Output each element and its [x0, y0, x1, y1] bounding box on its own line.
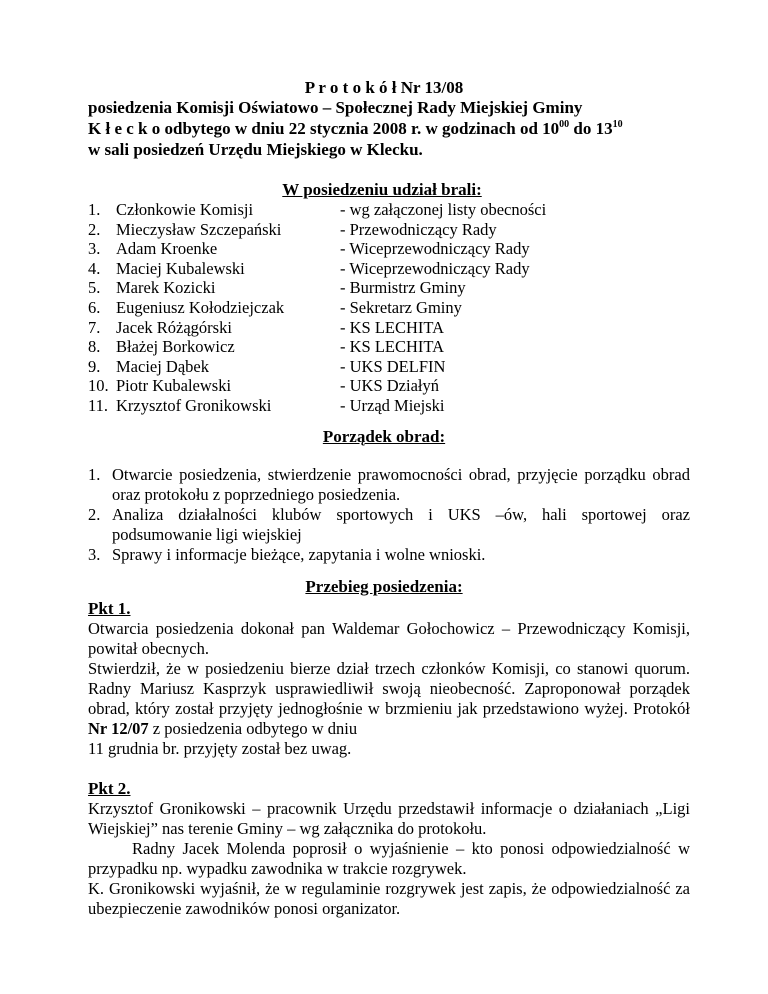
attendee-role: - Wiceprzewodniczący Rady — [340, 258, 530, 278]
attendee-role: - Urząd Miejski — [340, 396, 445, 415]
attendance-number: 2. — [88, 219, 101, 239]
agenda-list — [88, 465, 690, 565]
attendee-name: Adam Kroenke — [116, 239, 218, 259]
pkt2-paragraph-3: K. Gronikowski wyjaśnił, że w regulaminie rozgrywek jest zapis, że odpowiedzialność za ubezpieczenie zawodników ponosi organizator. — [88, 879, 690, 918]
attendee-role: - Przewodniczący Rady — [340, 219, 497, 239]
attendee-role: - KS LECHITA — [340, 317, 445, 337]
agenda-item — [88, 505, 690, 545]
pkt1-paragraph-2-text: Stwierdził, że w posiedzeniu bierze dział trzech członków Komisji, co stanowi quorum. Radny Mariusz Kasprzyk usprawiedliwił swoją nieobecność. Zaproponował porządek obrad, który został przyjęty jednogłośnie w brzmieniu jak przedstawiono wyżej. Protokół — [88, 659, 690, 718]
previous-protocol-number: Nr 12/07 — [88, 719, 149, 738]
attendee-name: Członkowie Komisji — [116, 200, 254, 219]
pkt1-paragraph-1: Otwarcia posiedzenia dokonał pan Waldemar Gołochowicz – Przewodniczący Komisji, powitał obecnych. — [88, 619, 690, 658]
header-line-4: w sali posiedzeń Urzędu Miejskiego w Klecku. — [88, 140, 423, 159]
attendance-number: 7. — [88, 317, 101, 337]
header-line-3-a: K ł e c k o odbytego w dniu 22 stycznia 2008 r. w godzinach od 10 — [88, 119, 560, 138]
pkt1-paragraph-2-line2: 11 grudnia br. przyjęty został bez uwag. — [88, 739, 352, 758]
attendee-role: - wg załączonej listy obecności — [340, 200, 547, 219]
pkt2-paragraph-1: Krzysztof Gronikowski – pracownik Urzędu przedstawił informacje o działaniach „Ligi Wiejskiej” nas terenie Gminy – wg załącznika do protokołu. — [88, 799, 690, 838]
attendee-name: Eugeniusz Kołodziejczak — [116, 298, 285, 317]
header-line-2: posiedzenia Komisji Oświatowo – Społecznej Rady Miejskiej Gminy — [88, 98, 583, 117]
attendee-name: Maciej Dąbek — [116, 356, 209, 376]
attendance-title: W posiedzeniu udział brali: — [282, 180, 482, 199]
attendee-name: Maciej Kubalewski — [116, 258, 245, 278]
attendee-role: - Wiceprzewodniczący Rady — [340, 239, 530, 259]
agenda-item — [88, 545, 690, 565]
proceedings-title: Przebieg posiedzenia: — [305, 577, 463, 596]
attendee-name: Jacek Różągórski — [116, 317, 232, 337]
header-line-3 — [88, 119, 688, 139]
attendee-name: Mieczysław Szczepański — [116, 219, 282, 239]
attendance-number: 5. — [88, 278, 101, 298]
attendance-number: 9. — [88, 356, 101, 376]
attendance-number: 10. — [88, 376, 109, 396]
attendance-number: 3. — [88, 239, 101, 259]
attendee-name: Piotr Kubalewski — [116, 376, 232, 396]
start-time-minutes: 00 — [559, 119, 570, 130]
agenda-item-number: 1. — [88, 465, 101, 484]
attendee-role: - UKS Działyń — [340, 376, 439, 396]
header-line-3-b: do 13 — [569, 119, 613, 138]
attendee-role: - UKS DELFIN — [340, 356, 446, 376]
pkt1-heading: Pkt 1. — [88, 599, 131, 618]
pkt2-heading: Pkt 2. — [88, 779, 131, 798]
pkt2-paragraph-2: Radny Jacek Molenda poprosił o wyjaśnienie – kto ponosi odpowiedzialność w przypadku np. wypadku zawodnika w trakcie rozgrywek. — [88, 839, 690, 878]
agenda-item-text: Otwarcie posiedzenia, stwierdzenie prawomocności obrad, przyjęcie porządku obrad oraz protokołu z poprzedniego posiedzenia. — [112, 465, 690, 504]
attendance-number: 4. — [88, 258, 101, 278]
attendance-number: 11. — [88, 396, 109, 415]
agenda-title: Porządek obrad: — [322, 427, 446, 446]
attendance-number: 6. — [88, 298, 101, 317]
attendance-number: 1. — [88, 200, 101, 219]
agenda-item-number: 2. — [88, 505, 101, 524]
agenda-item-text: Sprawy i informacje bieżące, zapytania i wolne wnioski. — [112, 545, 486, 564]
pkt1-paragraph-2 — [88, 659, 690, 759]
agenda-item — [88, 465, 690, 505]
attendee-name: Krzysztof Gronikowski — [116, 396, 272, 415]
attendee-name: Marek Kozicki — [116, 278, 216, 298]
pkt1-paragraph-2-end: z posiedzenia odbytego w dniu — [148, 719, 358, 738]
end-time-minutes: 10 — [612, 119, 623, 130]
agenda-item-number: 3. — [88, 545, 101, 564]
protocol-title: P r o t o k ó ł Nr 13/08 — [304, 78, 464, 97]
attendee-role: - Sekretarz Gminy — [340, 298, 462, 317]
attendee-role: - KS LECHITA — [340, 337, 445, 357]
attendee-role: - Burmistrz Gminy — [340, 278, 466, 298]
attendee-name: Błażej Borkowicz — [116, 337, 235, 357]
agenda-item-text: Analiza działalności klubów sportowych i UKS –ów, hali sportowej oraz podsumowanie ligi wiejskiej — [112, 505, 690, 544]
attendance-number: 8. — [88, 337, 101, 357]
